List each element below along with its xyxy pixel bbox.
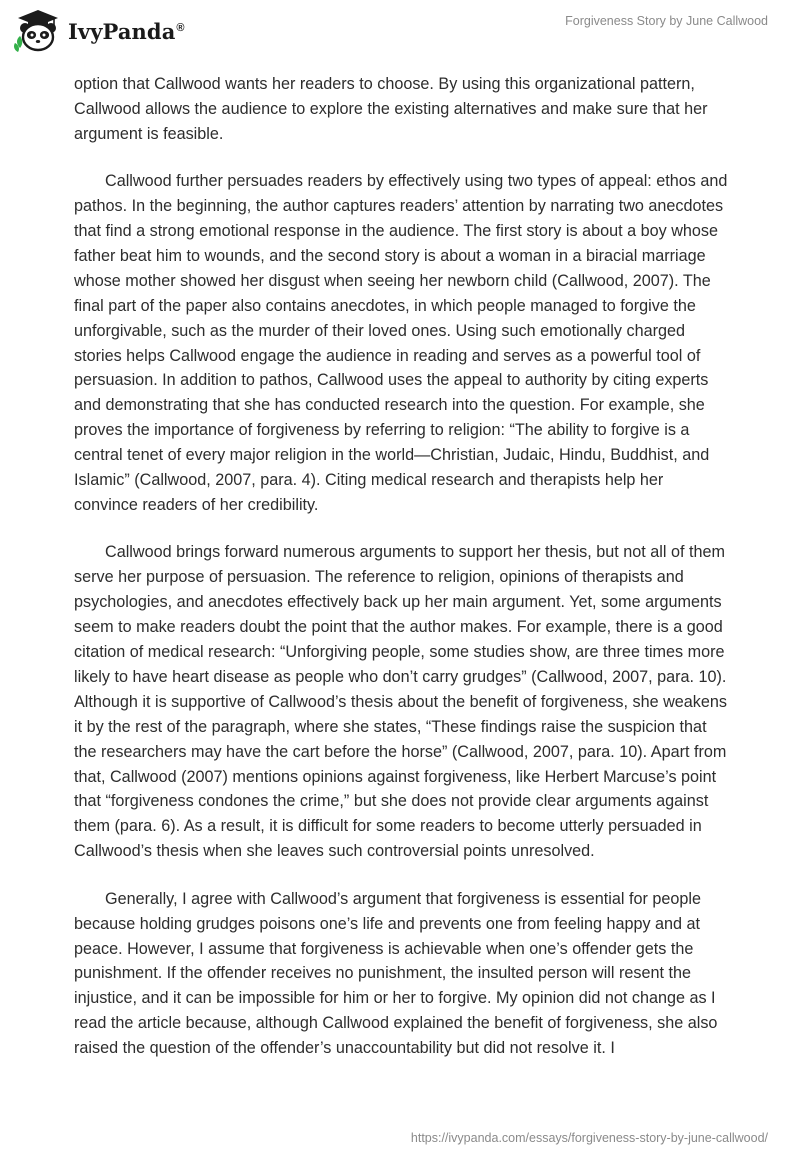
registered-mark: ® [176,21,185,34]
page-header [0,0,800,60]
paragraph-continuation: option that Callwood wants her readers to choose. By using this organizational pattern, Callwood allows the audience to explore the existing alternatives and make sure that her argument is feasible. [74,75,708,143]
brand-name: IvyPanda® [68,18,185,44]
essay-body [74,72,730,1084]
paragraph-arguments: Callwood brings forward numerous arguments to support her thesis, but not all of them serve her purpose of persuasion. The reference to religion, opinions of therapists and psychologies, and anecdotes effectively back up her main argument. Yet, some arguments seem to make readers doubt the point that the author makes. For example, there is a good citation of medical research: “Unforgiving people, some studies show, are three times more likely to have heart disease as people who don’t carry grudges” (Callwood, 2007, para. 10). Although it is supportive of Callwood’s thesis about the benefit of forgiveness, she weakens it by the rest of the paragraph, where she states, “These findings raise the suspicion that the researchers may have the cart before the horse” (Callwood, 2007, para. 10). Apart from that, Callwood (2007) mentions opinions against forgiveness, like Herbert Marcuse’s point that “forgiveness condones the crime,” but she does not provide clear arguments against them (para. 6). As a result, it is difficult for some readers to become utterly persuaded in Callwood’s thesis when she leaves such controversial points unresolved. [74,543,727,861]
paragraph-opinion: Generally, I agree with Callwood’s argument that forgiveness is essential for people because holding grudges poisons one’s life and prevents one from feeling happy and at peace. However, I assume that forgiveness is achievable when one’s offender gets the punishment. If the offender receives no punishment, the insulted person will resent the injustice, and it can be impossible for him or her to forgive. My opinion did not change as I read the article because, although Callwood explained the benefit of forgiveness, she also raised the question of the offender’s unaccountability but did not resolve it. I [74,889,718,1058]
panda-graduate-icon [14,8,62,54]
brand-logo[interactable] [14,8,185,54]
document-title: Forgiveness Story by June Callwood [565,14,768,28]
paragraph-ethos-pathos: Callwood further persuades readers by effectively using two types of appeal: ethos and pathos. In the beginning, the author captures readers’ attention by narrating two anecdotes that find a strong emotional response in the audience. The first story is about a boy whose father beat him to wounds, and the second story is about a woman in a biracial marriage whose mother showed her disgust when seeing her newborn child (Callwood, 2007). The final part of the paper also contains anecdotes, in which people managed to forgive the unforgivable, such as the murder of their loved ones. Using such emotionally charged stories helps Callwood engage the audience in reading and serves as a powerful tool of persuasion. In addition to pathos, Callwood uses the appeal to authority by citing experts and demonstrating that she has conducted research into the question. For example, she proves the importance of forgiveness by referring to religion: “The ability to forgive is a central tenet of every major religion in the world—Christian, Judaic, Hindu, Buddhist, and Islamic” (Callwood, 2007, para. 4). Citing medical research and therapists help her convince readers of her credibility. [74,172,728,514]
source-url[interactable]: https://ivypanda.com/essays/forgiveness-story-by-june-callwood/ [410,1131,768,1145]
